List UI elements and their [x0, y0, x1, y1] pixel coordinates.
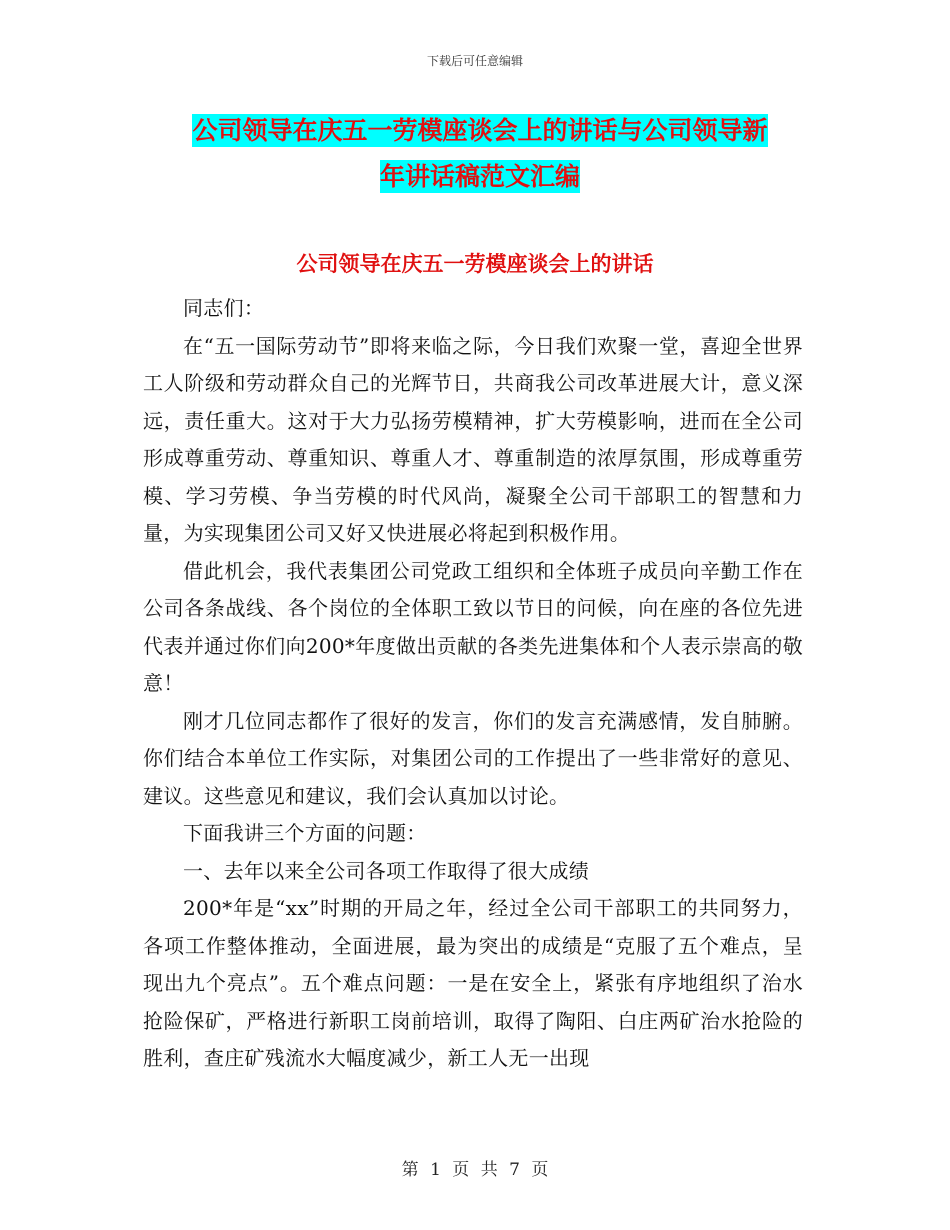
paragraph: 200*年是“xx”时期的开局之年，经过全公司干部职工的共同努力，各项工作整体推动，全面进展，最为突出的成绩是“克服了五个难点，呈现出九个亮点”。五个难点问题：一是在安全上，紧张有序地组织了治水抢险保矿，严格进行新职工岗前培训，取得了陶阳、白庄两矿治水抢险的胜利，查庄矿残流水大幅度减少，新工人无一出现 — [143, 896, 803, 1070]
footer-page-mid: 页 — [452, 1160, 470, 1180]
paragraph: 借此机会，我代表集团公司党政工组织和全体班子成员向辛勤工作在公司各条战线、各个岗位的全体职工致以节日的问候，向在座的各位先进代表并通过你们向200*年度做出贡献的各类先进集体和个人表示崇高的敬意！ — [143, 558, 803, 695]
section-title: 公司领导在庆五一劳模座谈会上的讲话 — [296, 252, 654, 276]
document-main-title — [140, 108, 820, 200]
main-title-line-1: 公司领导在庆五一劳模座谈会上的讲话与公司领导新 — [192, 116, 768, 145]
section-heading: 一、去年以来全公司各项工作取得了很大成绩 — [183, 858, 589, 883]
footer-total-prefix: 共 — [480, 1160, 498, 1180]
main-title-line-2: 年讲话稿范文汇编 — [379, 162, 580, 191]
document-body — [143, 290, 803, 1078]
footer-page-prefix: 第 — [401, 1160, 419, 1180]
page-footer — [0, 1155, 950, 1180]
paragraph-salutation: 同志们： — [183, 296, 265, 320]
paragraph: 刚才几位同志都作了很好的发言，你们的发言充满感情，发自肺腑。你们结合本单位工作实际，对集团公司的工作提出了一些非常好的意见、建议。这些意见和建议，我们会认真加以讨论。 — [143, 708, 803, 808]
footer-total-pages: 7 — [509, 1160, 520, 1180]
footer-total-suffix: 页 — [531, 1160, 549, 1180]
paragraph: 在“五一国际劳动节”即将来临之际，今日我们欢聚一堂，喜迎全世界工人阶级和劳动群众自己的光辉节日，共商我公司改革进展大计，意义深远，责任重大。这对于大力弘扬劳模精神，扩大劳模影响，进而在全公司形成尊重劳动、尊重知识、尊重人才、尊重制造的浓厚氛围，形成尊重劳模、学习劳模、争当劳模的时代风尚，凝聚全公司干部职工的智慧和力量，为实现集团公司又好又快进展必将起到积极作用。 — [143, 333, 803, 545]
header-note: 下载后可任意编辑 — [426, 54, 523, 68]
paragraph: 下面我讲三个方面的问题： — [183, 821, 427, 845]
footer-page-number: 1 — [430, 1160, 441, 1180]
